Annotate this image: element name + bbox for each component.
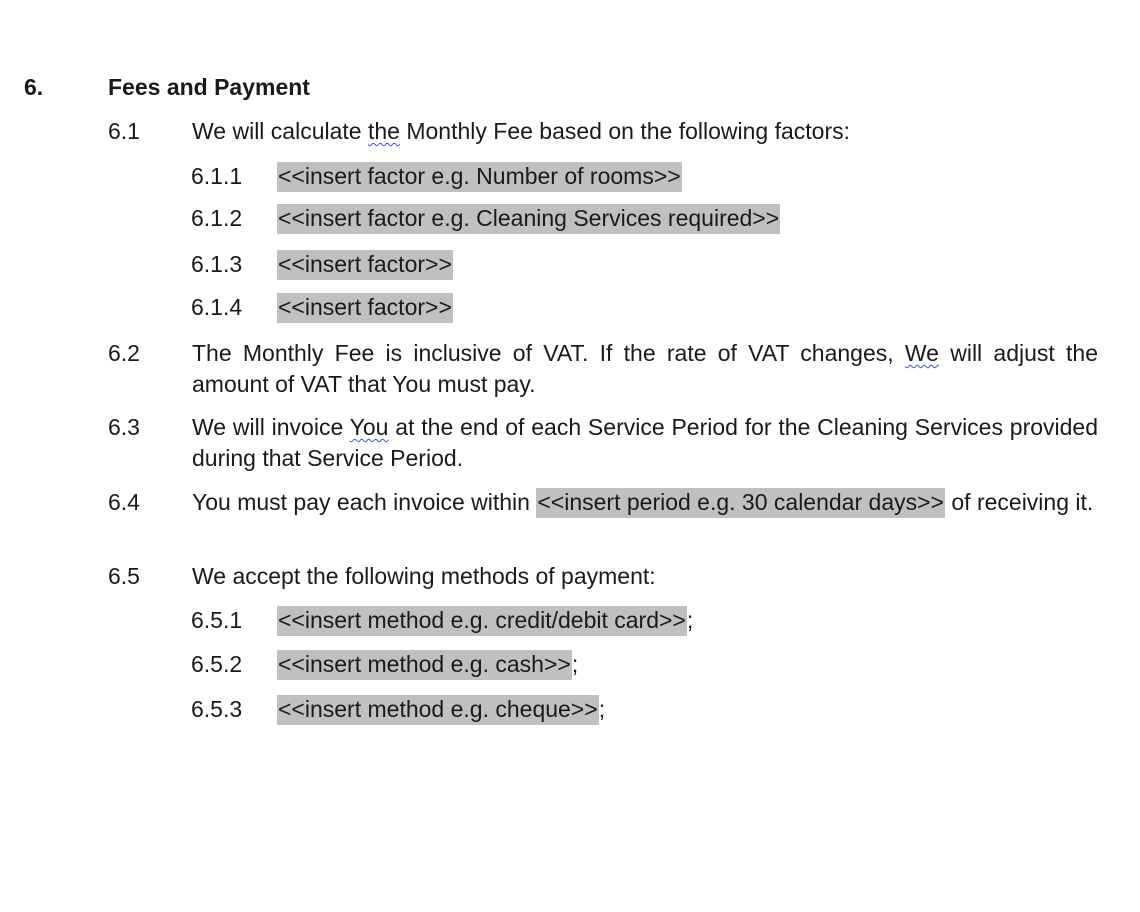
- clause-number: 6.3: [108, 414, 140, 440]
- placeholder-field[interactable]: <<insert factor e.g. Cleaning Services required>>: [277, 204, 780, 234]
- clause-text: [277, 649, 578, 680]
- clause-text: We accept the following methods of payment:: [192, 563, 656, 589]
- clause-number: 6.1.1: [191, 163, 243, 189]
- clause-text-part: We will calculate: [192, 118, 368, 144]
- clause-text: [192, 412, 1098, 474]
- clause-number: 6.5: [108, 563, 140, 589]
- spellcheck-flag: You: [349, 414, 389, 440]
- clause-suffix: ;: [598, 696, 606, 722]
- clause-text: [277, 694, 605, 725]
- clause-text-part: at the end of each Service Period for the Cleaning Services provided during that Service Period.: [192, 414, 1099, 471]
- clause-number: 6.5.3: [191, 696, 243, 722]
- clause-number: 6.1.2: [191, 205, 243, 231]
- clause-number: 6.1: [108, 118, 140, 144]
- placeholder-field[interactable]: <<insert factor e.g. Number of rooms>>: [277, 162, 682, 192]
- clause-text-part: You must pay each invoice within: [192, 489, 537, 515]
- clause-text-part: The Monthly Fee is inclusive of VAT. If the rate of VAT changes,: [192, 340, 905, 366]
- clause-suffix: ;: [686, 607, 694, 633]
- clause-text: [277, 292, 453, 323]
- clause-text-part: of receiving it.: [944, 489, 1094, 515]
- clause-text-part: We will invoice: [192, 414, 350, 440]
- clause-suffix: ;: [571, 651, 579, 677]
- clause-number: 6.4: [108, 489, 140, 515]
- placeholder-field[interactable]: <<insert factor>>: [277, 293, 453, 323]
- clause-text: [277, 605, 693, 636]
- clause-number: 6.1.4: [191, 294, 243, 320]
- clause-text: [277, 249, 453, 280]
- section-number: 6.: [24, 74, 44, 100]
- placeholder-field[interactable]: <<insert period e.g. 30 calendar days>>: [536, 488, 945, 518]
- clause-text-part: Monthly Fee based on the following factors:: [399, 118, 850, 144]
- clause-text-part: will adjust the amount of VAT that You must pay.: [192, 340, 1098, 397]
- clause-text: [192, 338, 1098, 400]
- clause-text: [277, 161, 682, 192]
- clause-number: 6.5.1: [191, 607, 243, 633]
- clause-text: [192, 487, 1098, 518]
- spellcheck-flag: We: [904, 340, 939, 366]
- placeholder-field[interactable]: <<insert method e.g. cheque>>: [277, 695, 599, 725]
- section-title: Fees and Payment: [108, 74, 310, 100]
- placeholder-field[interactable]: <<insert factor>>: [277, 250, 453, 280]
- clause-text: [192, 116, 1098, 147]
- clause-number: 6.2: [108, 340, 140, 366]
- spellcheck-flag: the: [367, 118, 400, 144]
- placeholder-field[interactable]: <<insert method e.g. cash>>: [277, 650, 572, 680]
- clause-number: 6.5.2: [191, 651, 243, 677]
- clause-number: 6.1.3: [191, 251, 243, 277]
- placeholder-field[interactable]: <<insert method e.g. credit/debit card>>: [277, 606, 687, 636]
- clause-text: [277, 203, 780, 234]
